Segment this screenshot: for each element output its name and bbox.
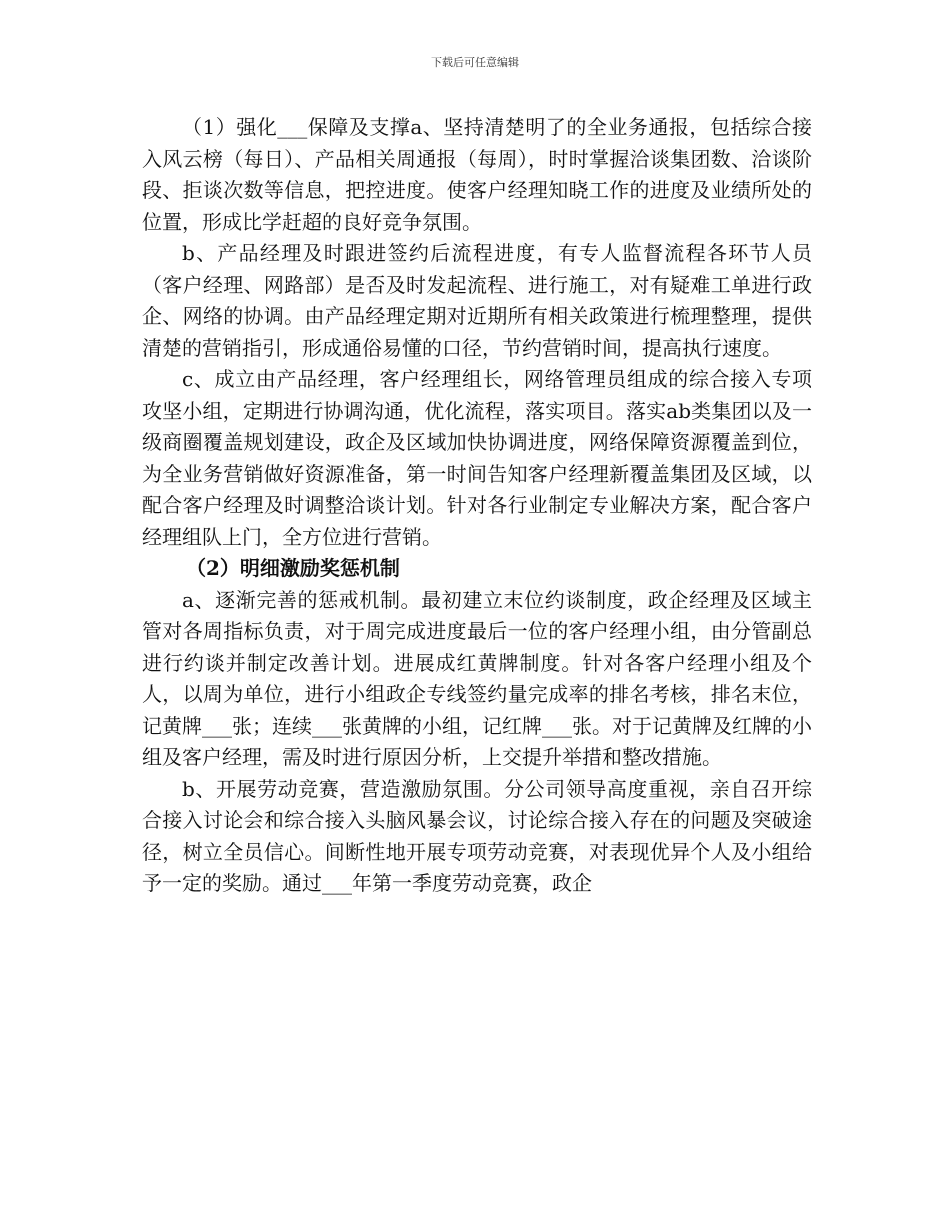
paragraph-3: c、成立由产品经理，客户经理组长，网络管理员组成的综合接入专项攻坚小组，定期进行协调沟通，优化流程，落实项目。落实ab类集团以及一级商圈覆盖规划建设，政企及区域加快协调进度，网络保障资源覆盖到位，为全业务营销做好资源准备，第一时间告知客户经理新覆盖集团及区域，以配合客户经理及时调整洽谈计划。针对各行业制定专业解决方案，配合客户经理组队上门，全方位进行营销。 xyxy=(142,367,812,549)
paragraph-4: a、逐渐完善的惩戒机制。最初建立末位约谈制度，政企经理及区域主管对各周指标负责，对于周完成进度最后一位的客户经理小组，由分管副总进行约谈并制定改善计划。进展成红黄牌制度。针对各客户经理小组及个人，以周为单位，进行小组政企专线签约量完成率的排名考核，排名末位，记黄牌___张；连续___张黄牌的小组，记红牌___张。对于记黄牌及红牌的小组及客户经理，需及时进行原因分析，上交提升举措和整改措施。 xyxy=(142,587,812,769)
section-heading-2: （2）明细激励奖惩机制 xyxy=(186,556,400,580)
paragraph-5: b、开展劳动竞赛，营造激励氛围。分公司领导高度重视，亲自召开综合接入讨论会和综合接入头脑风暴会议，讨论综合接入存在的问题及突破途径，树立全员信心。间断性地开展专项劳动竞赛，对表现优异个人及小组给予一定的奖励。通过___年第一季度劳动竞赛，政企 xyxy=(142,776,812,895)
paragraph-1: （1）强化___保障及支撑a、坚持清楚明了的全业务通报，包括综合接入风云榜（每日）、产品相关周通报（每周），时时掌握洽谈集团数、洽谈阶段、拒谈次数等信息，把控进度。使客户经理知晓工作的进度及业绩所处的位置，形成比学赶超的良好竞争氛围。 xyxy=(142,115,812,234)
document-body xyxy=(142,112,812,900)
paragraph-2: b、产品经理及时跟进签约后流程进度，有专人监督流程各环节人员（客户经理、网路部）是否及时发起流程、进行施工，对有疑难工单进行政企、网络的协调。由产品经理定期对近期所有相关政策进行梳理整理，提供清楚的营销指引，形成通俗易懂的口径，节约营销时间，提高执行速度。 xyxy=(142,241,812,360)
page-header: 下载后可任意编辑 xyxy=(431,56,519,69)
